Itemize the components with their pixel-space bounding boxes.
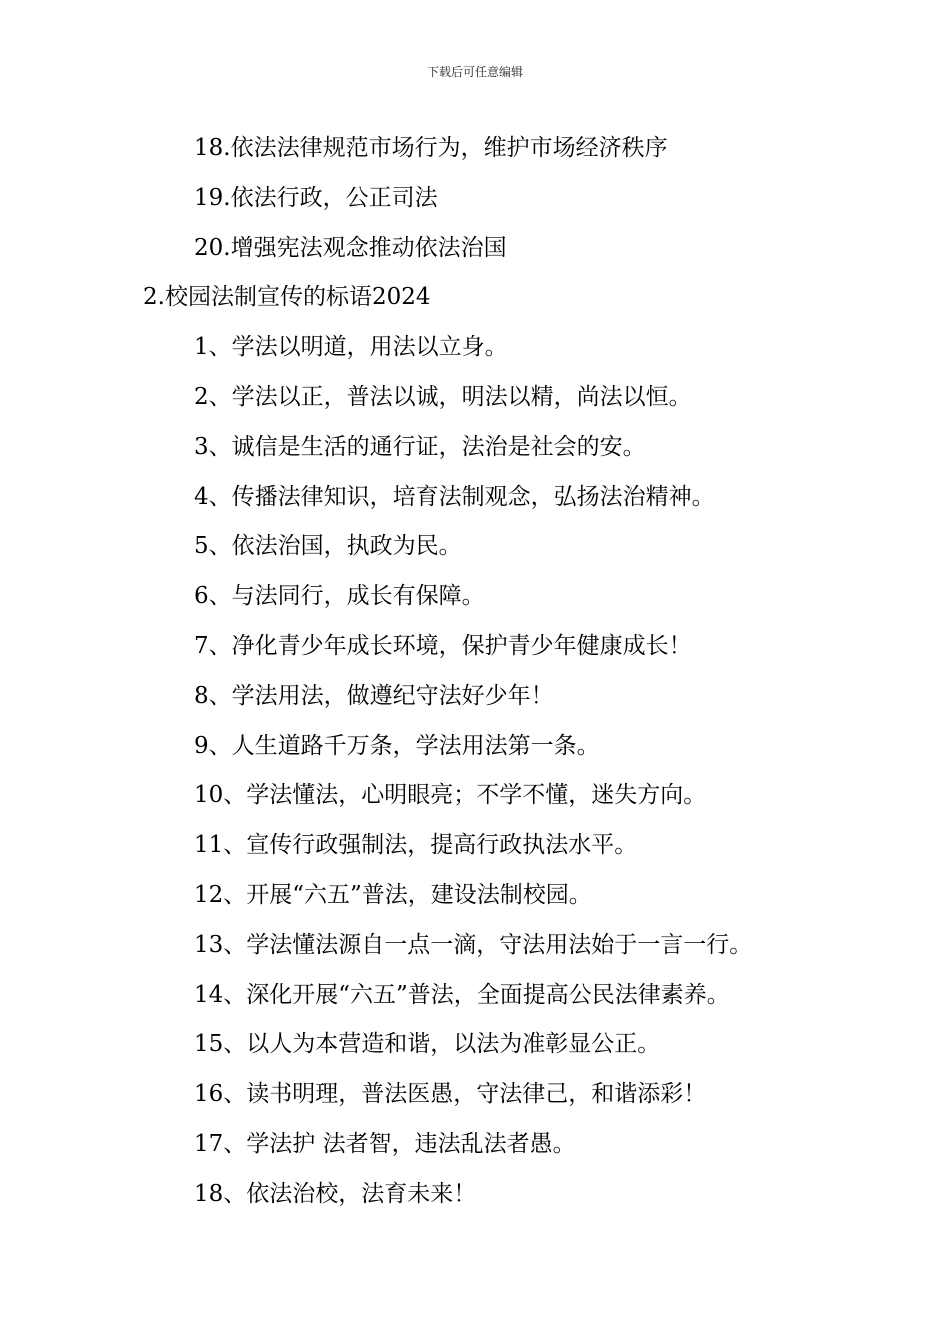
list-item: 12、开展“六五”普法，建设法制校园。 — [194, 881, 592, 908]
list-item: 14、深化开展“六五”普法，全面提高公民法律素养。 — [194, 981, 730, 1008]
document-body — [0, 124, 950, 1220]
list-item: 3、诚信是生活的通行证，法治是社会的安。 — [194, 433, 646, 460]
list-item: 1、学法以明道，用法以立身。 — [194, 334, 508, 361]
list-item: 7、净化青少年成长环境，保护青少年健康成长！ — [194, 632, 692, 659]
list-item: 20.增强宪法观念推动依法治国 — [194, 234, 507, 261]
list-item: 18、依法治校，法育未来！ — [194, 1180, 477, 1207]
list-item: 2、学法以正，普法以诚，明法以精，尚法以恒。 — [194, 383, 692, 410]
list-item: 4、传播法律知识，培育法制观念，弘扬法治精神。 — [194, 483, 715, 510]
page-header: 下载后可任意编辑 — [426, 65, 523, 79]
list-item: 8、学法用法，做遵纪守法好少年！ — [194, 682, 554, 709]
list-item: 5、依法治国，执政为民。 — [194, 533, 462, 560]
list-item: 6、与法同行，成长有保障。 — [194, 583, 485, 610]
list-item: 9、人生道路千万条，学法用法第一条。 — [194, 732, 600, 759]
list-item: 10、学法懂法，心明眼亮；不学不懂，迷失方向。 — [194, 782, 707, 809]
section-heading: 2.校园法制宣传的标语2024 — [143, 284, 431, 311]
list-item: 17、学法护 法者智，违法乱法者愚。 — [194, 1130, 576, 1157]
list-item: 15、以人为本营造和谐，以法为准彰显公正。 — [194, 1031, 661, 1058]
list-item: 11、宣传行政强制法，提高行政执法水平。 — [194, 832, 638, 859]
list-item: 19.依法行政，公正司法 — [194, 184, 438, 211]
list-item: 16、读书明理，普法医愚，守法律己，和谐添彩！ — [194, 1081, 707, 1108]
list-item: 13、学法懂法源自一点一滴，守法用法始于一言一行。 — [194, 931, 753, 958]
list-item: 18.依法法律规范市场行为，维护市场经济秩序 — [194, 135, 668, 161]
